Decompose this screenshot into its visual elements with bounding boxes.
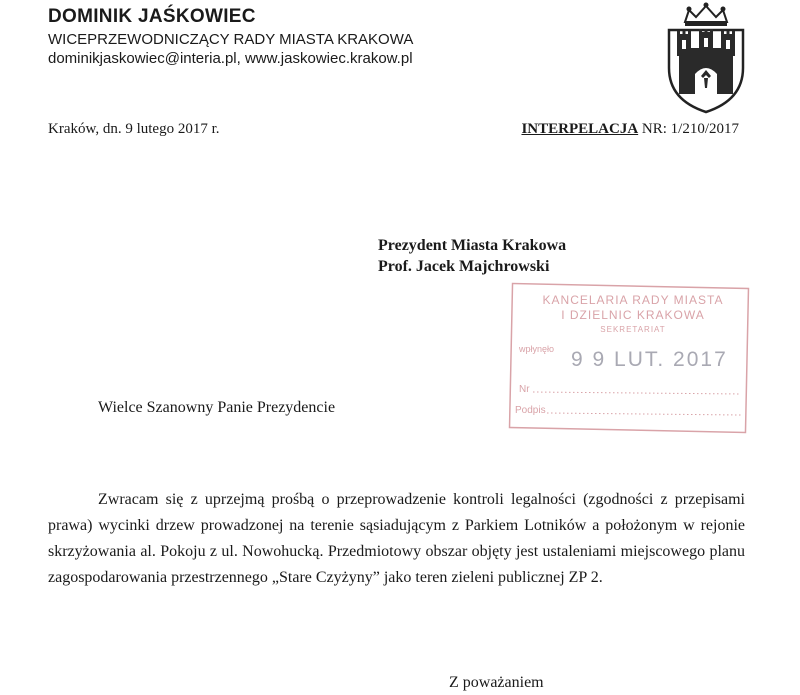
received-stamp [507,280,750,434]
stamp-received-date: 9 9 LUT. 2017 [571,348,728,371]
document-reference [521,121,739,138]
salutation: Wielce Szanowny Panie Prezydencie [98,399,336,416]
stamp-signature-label: Podpis [515,405,546,416]
stamp-received-label: wpłynęło [519,344,555,354]
recipient-title: Prezydent Miasta Krakowa [378,237,567,254]
stamp-nr-label: Nr [519,384,530,395]
author-contact: dominikjaskowiec@interia.pl, www.jaskowiec.krakow.pl [48,50,413,67]
stamp-org-line2: I DZIELNIC KRAKOWA [561,308,705,322]
letter-body: Zwracam się z uprzejmą prośbą o przeprowadzenie kontroli legalności (zgodności z przepisami prawa) wycinki drzew prowadzonej na terenie sąsiadującym z Parkiem Lotników a położonym w rejonie skrzyżowania al. Pokoju z ul. Nowohucką. Przedmiotowy obszar objęty jest ustaleniami miejscowego planu zagospodarowania przestrzennego „Stare Czyżyny” jako teren zieleni publicznej ZP 2. [48,491,745,586]
recipient-block [378,235,566,277]
krakow-coat-of-arms-icon [663,2,749,115]
closing: Z poważaniem [449,674,544,691]
stamp-org-line3: SEKRETARIAT [600,325,666,334]
author-name: DOMINIK JAŚKOWIEC [48,6,256,27]
stamp-org-line1: KANCELARIA RADY MIASTA [542,293,724,307]
author-role: WICEPRZEWODNICZĄCY RADY MIASTA KRAKOWA [48,31,414,48]
document-number: NR: 1/210/2017 [641,121,739,137]
document-type: INTERPELACJA [521,121,639,137]
place-and-date: Kraków, dn. 9 lutego 2017 r. [48,121,220,137]
recipient-name: Prof. Jacek Majchrowski [378,258,550,275]
